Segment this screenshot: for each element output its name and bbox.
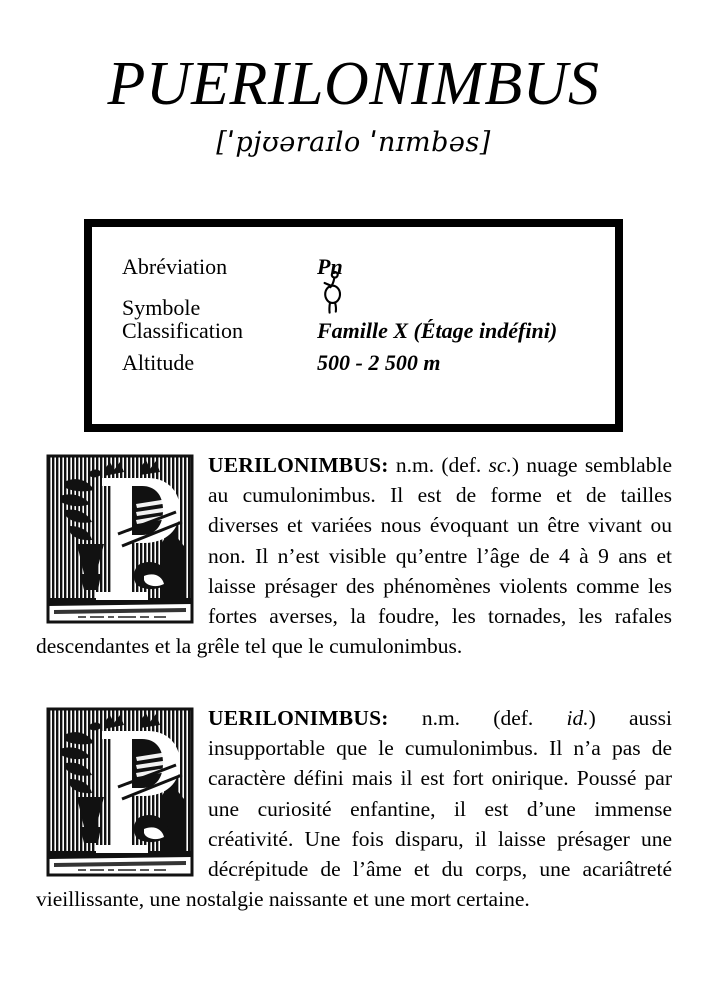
info-row-classification <box>92 315 615 347</box>
info-label-symbole: Symbole <box>122 295 201 320</box>
bird-glyph-icon <box>315 269 349 324</box>
article-2-headword: UERILONIMBUS: <box>208 706 389 730</box>
info-value-altitude: 500 - 2 500 m <box>317 350 441 375</box>
info-label-altitude: Altitude <box>122 350 195 375</box>
article-1-def-marker: sc. <box>488 453 512 477</box>
info-row-abreviation <box>92 251 615 283</box>
page-title: PUERILONIMBUS <box>107 50 600 118</box>
pronunciation-ipa: [ˈpjʊəraɪlo ˈnɪmbəs] <box>216 127 491 159</box>
woodcut-initial-p-icon <box>44 452 196 626</box>
article-2-body: ) aussi insupportable que le cumulonimbus. Il n’a pas de caractère défini mais il est fort onirique. Poussé par une curiosité enfantine, il est d’une immense créativité. Une fois disparu, il laisse présager une décrépitude de l’âme et du corps, une acariâtreté vieillissante, une nostalgie naissante et une mort certaine. <box>36 706 672 912</box>
article-1-body: ) nuage semblable au cumulonimbus. Il est de forme et de tailles diverses et variées nous évoquant un être vivant ou non. Il n’est visible qu’entre l’âge de 4 à 9 ans et laisse présager des phénomènes violents comme les fortes averses, la foudre, les tornades, les rafales descendantes et la grêle tel que le cumulonimbus. <box>36 453 672 659</box>
woodcut-initial-p-icon <box>44 705 196 879</box>
article-2-def-marker: id. <box>566 706 589 730</box>
article-1-headword: UERILONIMBUS: <box>208 453 389 477</box>
info-label-classification: Classification <box>122 318 243 343</box>
info-label-abreviation: Abréviation <box>122 254 228 279</box>
info-box <box>84 219 623 432</box>
info-value-classification: Famille X (Étage indéfini) <box>317 318 558 343</box>
article-definition-2 <box>36 703 672 914</box>
title-block <box>0 52 707 158</box>
info-row-altitude <box>92 347 615 379</box>
article-definition-1 <box>36 450 672 661</box>
info-box-inner-frame <box>90 225 617 426</box>
info-row-symbole <box>92 283 615 320</box>
info-value-abreviation: Pn <box>317 254 343 279</box>
article-1-grammar: n.m. (def. <box>388 453 489 477</box>
article-2-grammar: n.m. (def. <box>388 706 567 730</box>
